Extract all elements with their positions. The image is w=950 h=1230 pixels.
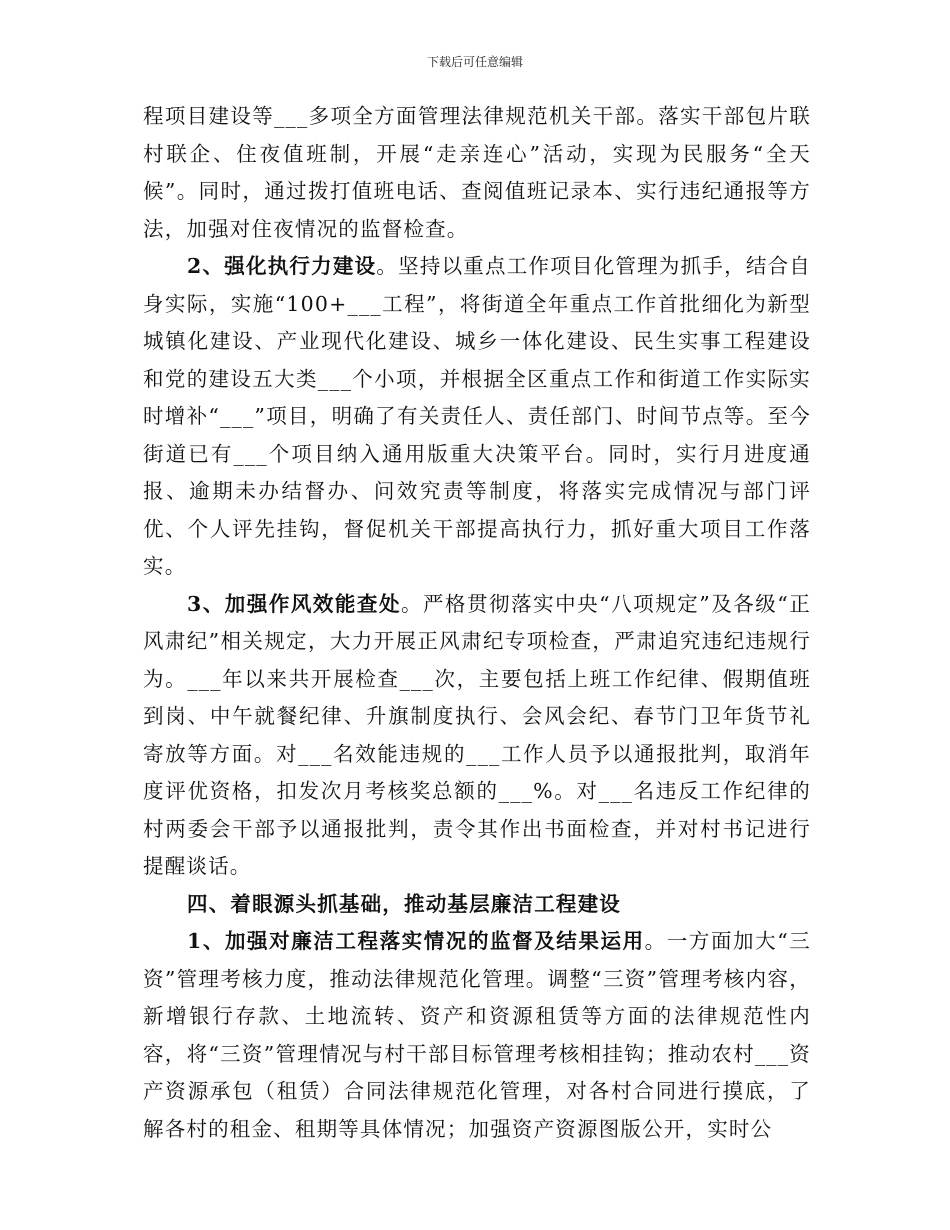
paragraph-continuation <box>143 98 811 248</box>
paragraph-text: 。坚持以重点工作项目化管理为抓手，结合自身实际，实施“100+___工程”，将街道全年重点工作首批细化为新型城镇化建设、产业现代化建设、城乡一体化建设、民生实事工程建设和党的建设五大类___个小项，并根据全区重点工作和街道工作实际实时增补“___”项目，明确了有关责任人、责任部门、时间节点等。至今街道已有___个项目纳入通用版重大决策平台。同时，实行月进度通报、逾期未办结督办、问效究责等制度，将落实完成情况与部门评优、个人评先挂钩，督促机关干部提高执行力，抓好重大项目工作落实。 <box>143 254 811 578</box>
paragraph-efficiency <box>143 586 811 886</box>
paragraph-text: 程项目建设等___多项全方面管理法律规范机关干部。落实干部包片联村联企、住夜值班制，开展“走亲连心”活动，实现为民服务“全天候”。同时，通过拨打值班电话、查阅值班记录本、实行违纪通报等方法，加强对住夜情况的监督检查。 <box>143 104 811 241</box>
paragraph-execution <box>143 248 811 586</box>
paragraph-text: 。一方面加大“三资”管理考核力度，推动法律规范化管理。调整“三资”管理考核内容，新增银行存款、土地流转、资产和资源租赁等方面的法律规范性内容，将“三资”管理情况与村干部目标管理考核相挂钩；推动农村___资产资源承包（租赁）合同法律规范化管理，对各村合同进行摸底，了解各村的租金、租期等具体情况；加强资产资源图版公开，实时公 <box>143 929 811 1141</box>
document-body <box>143 98 811 1148</box>
paragraph-lead: 2、强化执行力建设 <box>187 254 377 278</box>
section-heading: 四、着眼源头抓基础，推动基层廉洁工程建设 <box>187 891 621 916</box>
paragraph-lead: 3、加强作风效能查处 <box>187 591 401 616</box>
paragraph-text: 。严格贯彻落实中央“八项规定”及各级“正风肃纪”相关规定，大力开展正风肃纪专项检查，严肃追究违纪违规行为。___年以来共开展检查___次，主要包括上班工作纪律、假期值班到岗、中午就餐纪律、升旗制度执行、会风会纪、春节门卫年货节礼寄放等方面。对___名效能违规的___工作人员予以通报批判，取消年度评优资格，扣发次月考核奖总额的___%。对___名违反工作纪律的村两委会干部予以通报批判，责令其作出书面检查，并对村书记进行提醒谈话。 <box>143 591 811 878</box>
paragraph-lead: 1、加强对廉洁工程落实情况的监督及结果运用 <box>187 929 645 953</box>
paragraph-supervision <box>143 923 811 1148</box>
page-header: 下载后可任意编辑 <box>426 55 523 69</box>
